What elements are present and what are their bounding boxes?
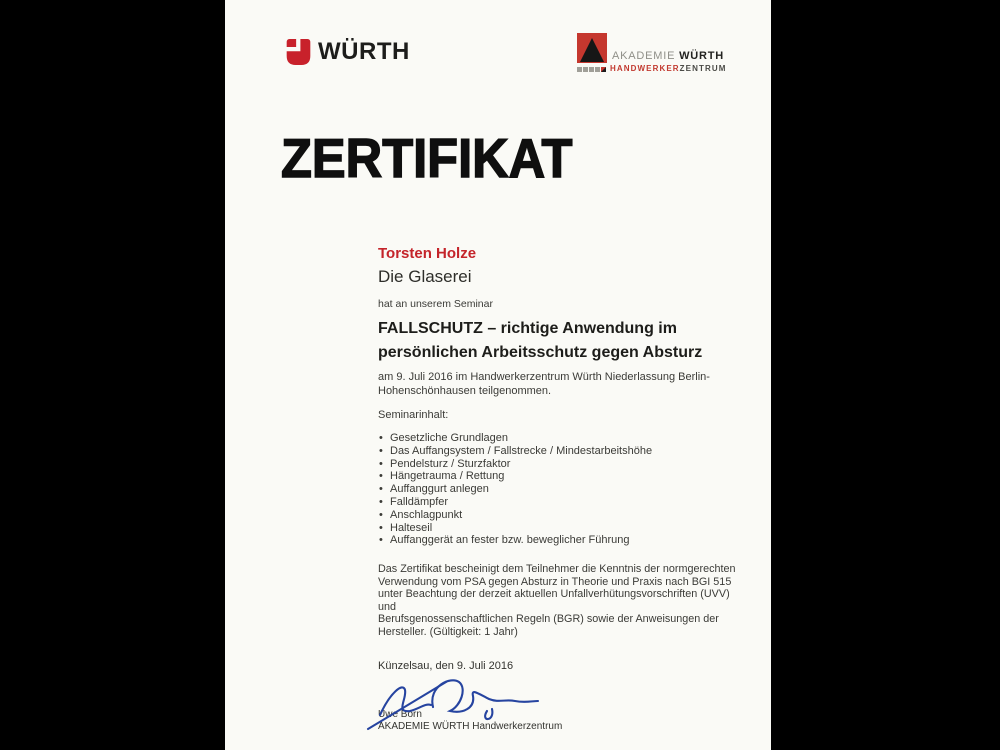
statement-line: Hersteller. (Gültigkeit: 1 Jahr) xyxy=(378,625,518,638)
statement-line: Das Zertifikat bescheinigt dem Teilnehmer die Kenntnis der normgerechten xyxy=(378,563,736,576)
certificate-body xyxy=(378,246,740,732)
akademie-logo xyxy=(577,33,726,73)
handwerkerzentrum-label xyxy=(610,65,726,73)
bullet-item: • Auffanggerät an fester bzw. beweglicher Führung xyxy=(378,534,740,547)
seminar-title-line-1: FALLSCHUTZ – richtige Anwendung im xyxy=(378,320,677,337)
recipient-name: Torsten Holze xyxy=(378,245,477,262)
certificate-page xyxy=(225,0,771,750)
akademie-title-bold: WÜRTH xyxy=(679,50,725,62)
wuerth-logo xyxy=(286,39,410,65)
place-date: Künzelsau, den 9. Juli 2016 xyxy=(378,660,514,673)
signature-stroke-icon xyxy=(366,673,551,731)
statement-line: unter Beachtung der derzeit aktuellen Unfallverhütungsvorschriften (UVV) und xyxy=(378,588,730,613)
signer-name: Uwe Born xyxy=(378,709,422,721)
signer-organization: AKADEMIE WÜRTH Handwerkerzentrum xyxy=(378,721,563,733)
seminar-bullet-list xyxy=(378,432,740,547)
bullet-item: • Halteseil xyxy=(378,522,740,535)
statement-paragraph xyxy=(378,563,740,638)
akademie-title-light: AKADEMIE xyxy=(612,50,676,62)
bullet-item: • Gesetzliche Grundlagen xyxy=(378,432,740,445)
akademie-title xyxy=(612,51,724,63)
bullet-item: • Anschlagpunkt xyxy=(378,509,740,522)
zentrum-label: ZENTRUM xyxy=(679,64,727,73)
wuerth-emblem-icon xyxy=(286,39,311,65)
seminar-detail-line-1: am 9. Juli 2016 im Handwerkerzentrum Würth Niederlassung Berlin- xyxy=(378,371,710,383)
akademie-pixel-row-icon xyxy=(577,67,606,72)
recipient-company: Die Glaserei xyxy=(378,267,472,286)
statement-line: Verwendung vom PSA gegen Absturz in Theorie und Praxis nach BGI 515 xyxy=(378,575,732,588)
wuerth-wordmark: WÜRTH xyxy=(318,38,410,65)
statement-line: Berufsgenossenschaftlichen Regeln (BGR) sowie der Anweisungen der xyxy=(378,613,719,626)
bullet-item: • Hängetrauma / Rettung xyxy=(378,470,740,483)
signature-block xyxy=(378,673,740,732)
bullet-item: • Auffanggurt anlegen xyxy=(378,483,740,496)
bullet-item: • Pendelsturz / Sturzfaktor xyxy=(378,458,740,471)
akademie-pyramid-icon xyxy=(577,33,607,63)
certificate-title: ZERTIFIKAT xyxy=(281,127,573,189)
handwerker-label: HANDWERKER xyxy=(610,64,680,73)
bullet-item: • Das Auffangsystem / Fallstrecke / Mindestarbeitshöhe xyxy=(378,445,740,458)
intro-text: hat an unserem Seminar xyxy=(378,298,493,310)
bullet-item: • Falldämpfer xyxy=(378,496,740,509)
seminar-detail-line-2: Hohenschönhausen teilgenommen. xyxy=(378,384,552,397)
seminar-contents-heading: Seminarinhalt: xyxy=(378,409,449,421)
seminar-title-line-2: persönlichen Arbeitsschutz gegen Absturz xyxy=(378,343,703,361)
